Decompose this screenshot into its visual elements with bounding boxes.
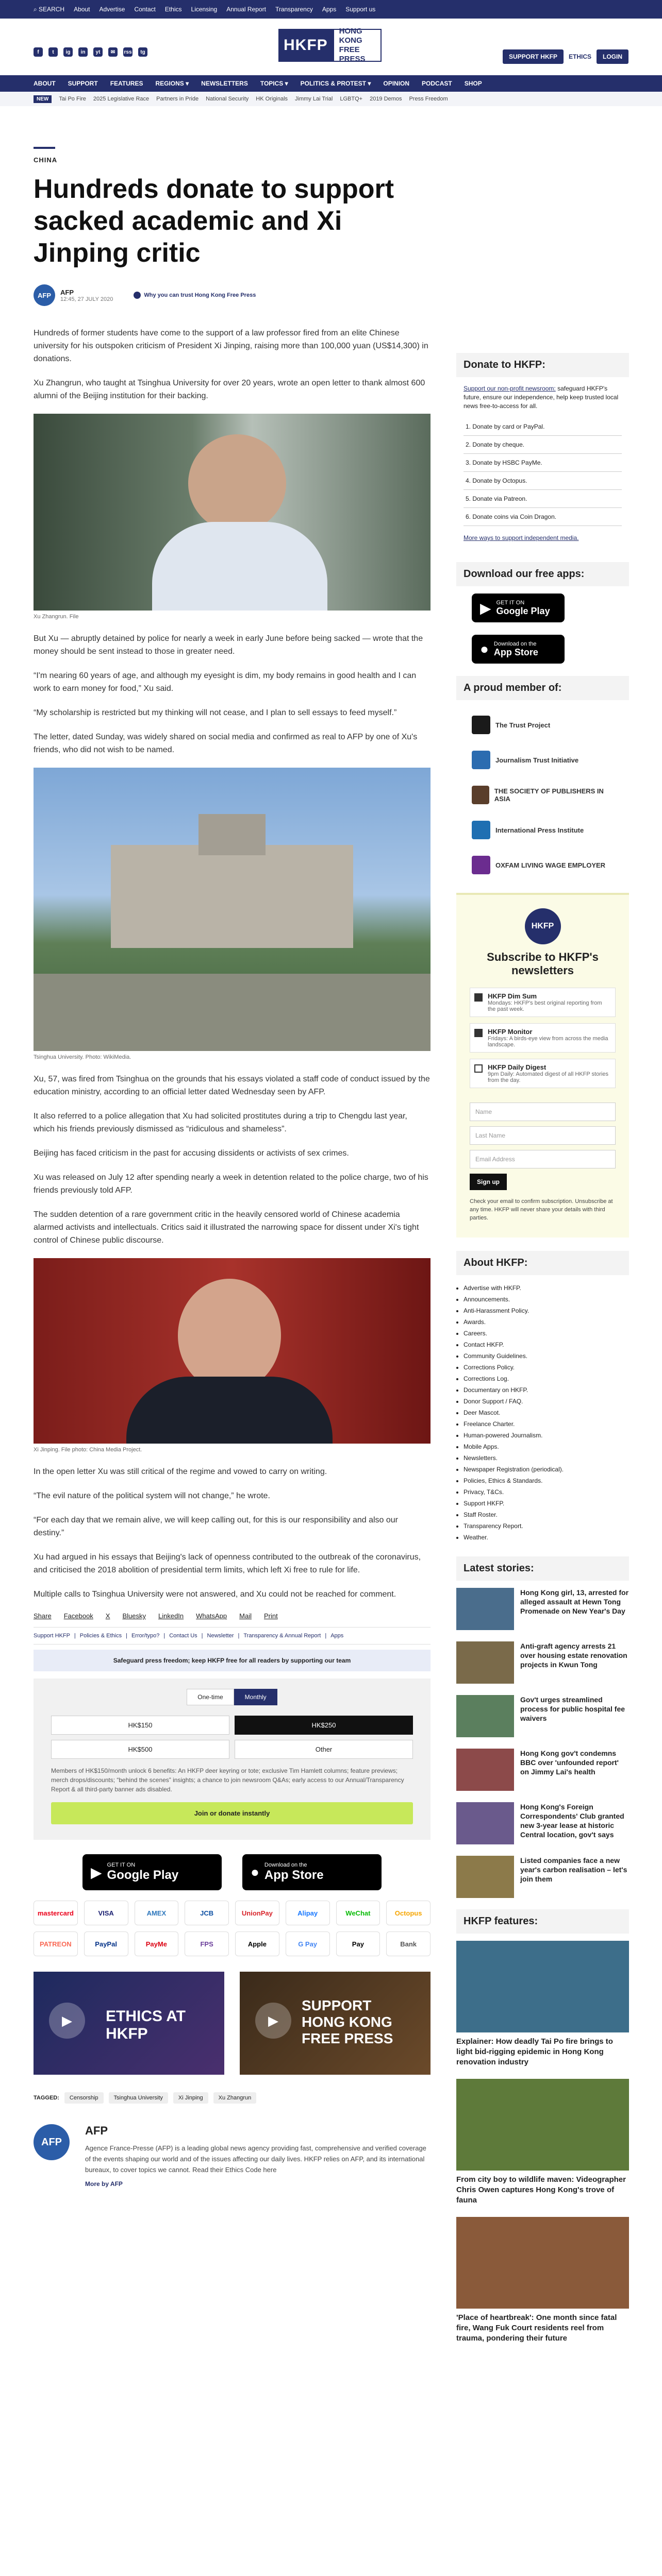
member-name: Journalism Trust Initiative	[495, 756, 579, 764]
story-title[interactable]: Anti-graft agency arrests 21 over housing estate renovation projects in Kwun Tong	[520, 1642, 627, 1669]
feature-thumbnail[interactable]	[456, 1941, 629, 2032]
sign-up-button[interactable]: Sign up	[470, 1174, 507, 1190]
topbar-link[interactable]: Advertise	[99, 6, 125, 13]
about-link[interactable]: • Freelance Charter.	[464, 1418, 629, 1430]
feature-title[interactable]: 'Place of heartbreak': One month since fatal fire, Wang Fuk Court residents reel from trauma, pondering their future	[456, 2313, 617, 2343]
story-title[interactable]: Hong Kong gov't condemns BBC over 'unfounded report' on Jimmy Lai's health	[520, 1749, 619, 1776]
more-by-author-link[interactable]: More by AFP	[85, 2180, 123, 2188]
member-name: THE SOCIETY OF PUBLISHERS IN ASIA	[494, 787, 604, 803]
story-thumbnail[interactable]	[456, 1695, 514, 1737]
member-name: International Press Institute	[495, 826, 584, 834]
social-icon[interactable]: ig	[63, 47, 73, 57]
about-link[interactable]: • Documentary on HKFP.	[464, 1384, 629, 1396]
article-title: Hundreds donate to support sacked academic and Xi Jinping critic	[34, 174, 394, 268]
features-heading: HKFP features:	[456, 1909, 629, 1934]
payment-logo: PayMe	[135, 1931, 179, 1956]
social-icons	[34, 47, 147, 57]
author-name[interactable]: AFP	[60, 288, 74, 296]
feature-thumbnail[interactable]	[456, 2079, 629, 2171]
feature-title[interactable]: Explainer: How deadly Tai Po fire brings to light bid-rigging epidemic in Hong Kong renovation industry	[456, 2037, 613, 2066]
footer-link[interactable]: Error/typo?	[131, 1633, 160, 1639]
donate-option[interactable]: 5. Donate via Patreon.	[464, 490, 622, 508]
about-link[interactable]: • Community Guidelines.	[464, 1350, 629, 1362]
share-link[interactable]: LinkedIn	[158, 1612, 184, 1620]
donation-widget	[34, 1679, 431, 1840]
nav-item[interactable]: SUPPORT	[68, 80, 98, 87]
new-badge: NEW	[34, 95, 52, 103]
social-icon[interactable]: ✉	[108, 47, 118, 57]
about-link[interactable]: • Privacy, T&Cs.	[464, 1486, 629, 1498]
member-logo[interactable]	[472, 812, 614, 848]
paragraph: Hundreds of former students have come to the support of a law professor fired from an elite Chinese university for his outspoken criticism of President Xi Jinping, raising more than 100,000 yuan (US$14,300) in donations.	[34, 329, 428, 363]
payment-logo: PayPal	[84, 1931, 128, 1956]
caption: Xu Zhangrun. File	[34, 614, 79, 620]
byline	[34, 284, 431, 306]
payment-logo: Apple	[235, 1931, 279, 1956]
nav-item[interactable]: OPINION	[383, 80, 410, 87]
paragraph: Xu, 57, was fired from Tsinghua on the grounds that his essays violated a staff code of conduct issued by the education ministry, according to an official letter dated Wednesday seen by AFP.	[34, 1075, 430, 1096]
social-icon[interactable]: in	[78, 47, 88, 57]
donate-heading: Donate to HKFP:	[456, 353, 629, 377]
figure-xu	[34, 414, 431, 620]
newsletter-desc: 9pm Daily: Automated digest of all HKFP stories from the day.	[488, 1071, 608, 1083]
latest-story[interactable]	[456, 1695, 629, 1737]
tag-link[interactable]: Tsinghua University	[109, 2092, 168, 2104]
share-link[interactable]: Print	[263, 1612, 278, 1620]
support-video[interactable]: ▶ SUPPORT HONG KONG FREE PRESS	[240, 1972, 431, 2075]
footer-link[interactable]: Transparency & Annual Report	[243, 1633, 321, 1639]
payment-logo: G Pay	[286, 1931, 330, 1956]
play-icon: ▶	[91, 1864, 102, 1880]
monthly-toggle[interactable]: Monthly	[234, 1689, 277, 1705]
story-thumbnail[interactable]	[456, 1641, 514, 1684]
about-link[interactable]: • Donor Support / FAQ.	[464, 1396, 629, 1407]
about-link[interactable]: • Corrections Policy.	[464, 1362, 629, 1373]
topbar-link[interactable]: Contact	[134, 6, 156, 13]
member-mark	[472, 751, 490, 769]
story-thumbnail[interactable]	[456, 1588, 514, 1630]
payment-methods	[34, 1901, 431, 1956]
promo-videos	[34, 1972, 431, 2075]
footer-link[interactable]: Apps	[330, 1633, 344, 1639]
google-play-badge[interactable]: ▶ GET IT ON Google Play	[82, 1854, 222, 1890]
paragraph: But Xu — abruptly detained by police for nearly a week in early June before being sacked — wrote that the money should be sent instead to those in greater need.	[34, 634, 423, 656]
last-name-input[interactable]: Last Name	[470, 1126, 616, 1145]
payment-logo: JCB	[185, 1901, 229, 1925]
newsletter-option[interactable]	[470, 1059, 616, 1088]
member-logo[interactable]	[472, 742, 614, 777]
paragraph: Xu Zhangrun, who taught at Tsinghua University for over 20 years, wrote an open letter to thank almost 600 alumni of the Beijing institution for their backing.	[34, 379, 425, 400]
donate-text: safeguard HKFP's future, ensure our independence, help keep trusted local news free-to-access for all.	[464, 385, 619, 410]
nav-item[interactable]: ABOUT	[34, 80, 56, 87]
separator: |	[325, 1633, 327, 1639]
member-logo[interactable]	[472, 848, 614, 883]
topbar-link[interactable]: Apps	[322, 6, 337, 13]
trending-link[interactable]: Tai Po Fire	[59, 96, 86, 102]
paragraph: The sudden detention of a rare government critic in the heavily censored world of Chinese academia alarmed activists and intellectuals. Critics said it illustrated the narrowing space for dissent under Xi's tight control of Chinese public discourse.	[34, 1210, 419, 1245]
member-logo[interactable]	[472, 777, 614, 812]
payment-logo: Octopus	[386, 1901, 431, 1925]
separator: |	[238, 1633, 240, 1639]
about-link[interactable]: • Policies, Ethics & Standards.	[464, 1475, 629, 1486]
payment-logo: UnionPay	[235, 1901, 279, 1925]
trending-bar	[0, 92, 662, 106]
member-mark	[472, 821, 490, 839]
topbar-link[interactable]: Support us	[345, 6, 376, 13]
amount-option[interactable]: Other	[235, 1740, 413, 1759]
site-logo[interactable]	[278, 29, 382, 62]
share-link[interactable]: Mail	[239, 1612, 252, 1620]
about-link[interactable]: • Weather.	[464, 1532, 629, 1543]
logo-line1: HONG KONG	[339, 27, 362, 45]
ethics-link[interactable]: ETHICS	[568, 53, 591, 60]
latest-story[interactable]	[456, 1641, 629, 1684]
newsletter-title: Subscribe to HKFP's newsletters	[487, 951, 599, 977]
payment-logo: Alipay	[286, 1901, 330, 1925]
topbar-link[interactable]: About	[74, 6, 90, 13]
trending-link[interactable]: 2025 Legislative Race	[93, 96, 150, 102]
payment-logo: PATREON	[34, 1931, 78, 1956]
latest-story[interactable]	[456, 1802, 629, 1844]
story-title[interactable]: Gov't urges streamlined process for public hospital fee waivers	[520, 1696, 625, 1722]
trust-icon	[134, 292, 141, 299]
play-icon: ▶	[49, 2003, 85, 2039]
more-ways-link[interactable]: More ways to support independent media.	[464, 534, 579, 541]
paragraph: In the open letter Xu was still critical of the regime and vowed to carry on writing.	[34, 1467, 327, 1476]
newsletter-name: HKFP Dim Sum	[488, 992, 537, 1000]
app-store-badge[interactable]: ● Download on the App Store	[242, 1854, 382, 1890]
feature-story[interactable]	[456, 2217, 629, 2344]
about-link[interactable]: • Staff Roster.	[464, 1509, 629, 1520]
story-title[interactable]: Hong Kong girl, 13, arrested for alleged assault at Hewn Tong Promenade on New Year's Day	[520, 1588, 629, 1615]
hkfp-icon: HKFP	[525, 908, 561, 944]
share-link[interactable]: Facebook	[63, 1612, 93, 1620]
payment-logo: Bank	[386, 1931, 431, 1956]
newsletter-desc: Mondays: HKFP's best original reporting from the past week.	[488, 1000, 602, 1012]
member-heading: A proud member of:	[456, 676, 629, 700]
photo-xu-zhangrun	[34, 414, 431, 611]
payment-logo: VISA	[84, 1901, 128, 1925]
member-mark	[472, 856, 490, 874]
newsletter-option[interactable]	[470, 988, 616, 1017]
nav-item[interactable]: POLITICS & PROTEST ▾	[300, 80, 371, 87]
trending-link[interactable]: National Security	[206, 96, 249, 102]
trending-link[interactable]: Jimmy Lai Trial	[295, 96, 333, 102]
social-icon[interactable]: rss	[123, 47, 133, 57]
story-thumbnail[interactable]	[456, 1802, 514, 1844]
story-title[interactable]: Listed companies face a new year's carbon realisation – let's join them	[520, 1856, 627, 1883]
brand-bar	[0, 19, 662, 75]
separator: |	[163, 1633, 166, 1639]
social-icon[interactable]: f	[34, 47, 43, 57]
story-thumbnail[interactable]	[456, 1749, 514, 1791]
play-icon: ▶	[480, 600, 491, 616]
first-name-input[interactable]: Name	[470, 1103, 616, 1121]
support-newsroom-link[interactable]: Support our non-profit newsroom:	[464, 385, 556, 392]
nav-item[interactable]: TOPICS ▾	[260, 80, 288, 87]
email-input[interactable]: Email Address	[470, 1150, 616, 1168]
amount-option-selected[interactable]: HK$250	[235, 1716, 413, 1735]
paragraph: Xu had argued in his essays that Beijing's lack of openness contributed to the outbreak of the coronavirus, and criticised the 2018 abolition of presidential term limits, which left Xi free to rule for life.	[34, 1553, 421, 1574]
newsletter-name: HKFP Monitor	[488, 1028, 533, 1036]
social-icon[interactable]: yt	[93, 47, 103, 57]
latest-story[interactable]	[456, 1856, 629, 1898]
app-store-badge[interactable]: ● Download on the App Store	[472, 635, 565, 664]
feature-story[interactable]	[456, 2079, 629, 2206]
separator: |	[126, 1633, 127, 1639]
trending-link[interactable]: LGBTQ+	[340, 96, 363, 102]
nav-item[interactable]: SHOP	[464, 80, 482, 87]
member-mark	[472, 786, 489, 804]
donate-option[interactable]: 2. Donate by cheque.	[464, 436, 622, 454]
main-nav	[0, 75, 662, 92]
category-label[interactable]: CHINA	[34, 156, 58, 164]
trending-link[interactable]: 2019 Demos	[370, 96, 402, 102]
footer-link[interactable]: Newsletter	[207, 1633, 234, 1639]
topbar-link[interactable]: Annual Report	[226, 6, 266, 13]
join-donate-button[interactable]: Join or donate instantly	[51, 1802, 413, 1824]
donate-option[interactable]: 4. Donate by Octopus.	[464, 472, 622, 490]
topbar-link[interactable]: Licensing	[191, 6, 218, 13]
logo-mark: HKFP	[278, 29, 333, 62]
feature-thumbnail[interactable]	[456, 2217, 629, 2309]
separator: |	[201, 1633, 203, 1639]
newsletter-name: HKFP Daily Digest	[488, 1063, 547, 1071]
author-bio: Agence France-Presse (AFP) is a leading global news agency providing fast, comprehensive and verified coverage of the events shaping our world and of the issues affecting our daily lives. HKFP relies on AFP, and its international bureaux, to cover topics we cannot. Read their Ethics Code here	[85, 2144, 426, 2174]
about-link[interactable]: • Advertise with HKFP.	[464, 1282, 629, 1294]
footer-links	[34, 1627, 431, 1645]
tag-link[interactable]: Xu Zhangrun	[213, 2092, 257, 2104]
author-box-avatar[interactable]: AFP	[34, 2124, 70, 2160]
donate-option[interactable]: 1. Donate by card or PayPal.	[464, 418, 622, 436]
about-link[interactable]: • Deer Mascot.	[464, 1407, 629, 1418]
tag-link[interactable]: Xi Jinping	[173, 2092, 208, 2104]
payment-logo: FPS	[185, 1931, 229, 1956]
trending-link[interactable]: Partners in Pride	[156, 96, 199, 102]
safeguard-banner[interactable]: Safeguard press freedom; keep HKFP free for all readers by supporting our team	[34, 1650, 431, 1671]
nav-item[interactable]: REGIONS ▾	[155, 80, 189, 87]
about-link[interactable]: • Corrections Log.	[464, 1373, 629, 1384]
app-store-badges	[34, 1854, 431, 1890]
amount-option[interactable]: HK$500	[51, 1740, 229, 1759]
about-link[interactable]: • Careers.	[464, 1328, 629, 1339]
category-bar	[34, 147, 55, 149]
share-link[interactable]: WhatsApp	[196, 1612, 227, 1620]
topbar-link[interactable]: Transparency	[275, 6, 313, 13]
feature-story[interactable]	[456, 1941, 629, 2067]
payment-logo: AMEX	[135, 1901, 179, 1925]
paragraph: The letter, dated Sunday, was widely shared on social media and confirmed as real to AFP by one of Xu's friends, who did not wish to be named.	[34, 733, 418, 754]
checkbox[interactable]	[474, 1064, 483, 1073]
latest-story[interactable]	[456, 1749, 629, 1791]
apple-icon: ●	[480, 641, 489, 657]
one-time-toggle[interactable]: One-time	[187, 1689, 234, 1705]
nav-item[interactable]: NEWSLETTERS	[201, 80, 248, 87]
share-link[interactable]: Share	[34, 1612, 52, 1620]
trending-link[interactable]: Press Freedom	[409, 96, 448, 102]
paragraph: It also referred to a police allegation that Xu had solicited prostitutes during a trip to Chengdu last year, which his friends previously dismissed as “ridiculous and shameless”.	[34, 1112, 407, 1133]
author-box-name[interactable]: AFP	[85, 2124, 108, 2137]
newsletter-desc: Fridays: A birds-eye view from across the media landscape.	[488, 1036, 608, 1048]
photo-tsinghua-university	[34, 768, 431, 1051]
checkbox[interactable]	[474, 1029, 483, 1037]
payment-logo: Pay	[336, 1931, 380, 1956]
about-link[interactable]: • Mobile Apps.	[464, 1441, 629, 1452]
share-link[interactable]: X	[105, 1612, 110, 1620]
payment-logo: WeChat	[336, 1901, 380, 1925]
donate-option[interactable]: 3. Donate by HSBC PayMe.	[464, 454, 622, 472]
figure-xi	[34, 1258, 431, 1453]
footer-link[interactable]: Policies & Ethics	[79, 1633, 122, 1639]
caption: Xi Jinping. File photo: China Media Project.	[34, 1447, 142, 1453]
about-link[interactable]: • Transparency Report.	[464, 1520, 629, 1532]
top-utility-bar	[0, 0, 662, 19]
about-link[interactable]: • Newsletters.	[464, 1452, 629, 1464]
newsletter-signup	[456, 893, 629, 1238]
about-link[interactable]: • Awards.	[464, 1316, 629, 1328]
about-heading: About HKFP:	[456, 1251, 629, 1275]
trending-link[interactable]: HK Originals	[256, 96, 288, 102]
nav-item[interactable]: PODCAST	[422, 80, 452, 87]
member-logo[interactable]	[472, 707, 614, 742]
tags-label: TAGGED:	[34, 2095, 59, 2101]
paragraph: “My scholarship is restricted but my thinking will not cease, and I plan to sell essays to feed myself.”	[34, 708, 397, 717]
latest-story[interactable]	[456, 1588, 629, 1630]
publish-date: 12:45, 27 JULY 2020	[60, 296, 113, 302]
paragraph: Multiple calls to Tsinghua University were not answered, and Xu could not be reached for comment.	[34, 1590, 396, 1599]
caption: Tsinghua University. Photo: WikiMedia.	[34, 1054, 131, 1060]
payment-logo: mastercard	[34, 1901, 78, 1925]
login-button[interactable]: LOGIN	[597, 49, 628, 64]
footer-link[interactable]: Support HKFP	[34, 1633, 70, 1639]
support-hkfp-button[interactable]: SUPPORT HKFP	[503, 49, 564, 64]
social-icon[interactable]: tg	[138, 47, 147, 57]
amount-option[interactable]: HK$150	[51, 1716, 229, 1735]
member-name: The Trust Project	[495, 721, 551, 729]
about-link[interactable]: • Newspaper Registration (periodical).	[464, 1464, 629, 1475]
figure-tsinghua	[34, 768, 431, 1060]
search-link[interactable]: ⌕ SEARCH	[34, 5, 65, 13]
apple-icon: ●	[251, 1864, 259, 1880]
member-name: OXFAM LIVING WAGE EMPLOYER	[495, 861, 606, 869]
author-avatar[interactable]: AFP	[34, 284, 55, 306]
about-link[interactable]: • Human-powered Journalism.	[464, 1430, 629, 1441]
paragraph: Xu was released on July 12 after spending nearly a week in detention related to the police charge, two of his friends previously told AFP.	[34, 1173, 428, 1195]
logo-line2: FREE PRESS	[339, 45, 366, 63]
paragraph: Beijing has faced criticism in the past for accusing dissidents or activists of sex crimes.	[34, 1149, 349, 1158]
newsletter-option[interactable]	[470, 1023, 616, 1053]
nav-item[interactable]: FEATURES	[110, 80, 143, 87]
tag-link[interactable]: Censorship	[64, 2092, 104, 2104]
story-title[interactable]: Hong Kong's Foreign Correspondents' Club granted new 3-year lease at historic Central location, gov't says	[520, 1803, 624, 1839]
paragraph: “I'm nearing 60 years of age, and although my eyesight is dim, my body remains in good health and I can work to earn money for food,” Xu said.	[34, 671, 417, 693]
apps-heading: Download our free apps:	[456, 562, 629, 586]
share-bar	[34, 1612, 431, 1620]
about-link[interactable]: • Contact HKFP.	[464, 1339, 629, 1350]
play-icon: ▶	[255, 2003, 291, 2039]
story-thumbnail[interactable]	[456, 1856, 514, 1898]
members-benefits: Members of HK$150/month unlock 6 benefits: An HKFP deer keyring or tote; exclusive Tim Hamlett columns; feature previews; merch drops/discounts; “behind the scenes” insights; a chance to join newsroom Q&As; early access to our Annual/Transparency Report & all third-party banner ads disabled.	[51, 1767, 404, 1793]
about-link[interactable]: • Announcements.	[464, 1294, 629, 1305]
member-mark	[472, 716, 490, 734]
paragraph: “The evil nature of the political system will not change,” he wrote.	[34, 1492, 270, 1500]
article	[34, 147, 431, 2188]
about-link[interactable]: • Support HKFP.	[464, 1498, 629, 1509]
footer-link[interactable]: Contact Us	[169, 1633, 197, 1639]
sidebar	[456, 353, 629, 2355]
about-link[interactable]: • Anti-Harassment Policy.	[464, 1305, 629, 1316]
latest-heading: Latest stories:	[456, 1556, 629, 1581]
newsletter-note: Check your email to confirm subscription. Unsubscribe at any time. HKFP will never share your details with third parties.	[470, 1198, 613, 1221]
trust-link[interactable]: Why you can trust Hong Kong Free Press	[134, 292, 256, 299]
google-play-badge[interactable]: ▶ GET IT ON Google Play	[472, 594, 565, 622]
topbar-link[interactable]: Ethics	[164, 6, 182, 13]
separator: |	[74, 1633, 76, 1639]
tags	[34, 2092, 431, 2104]
feature-title[interactable]: From city boy to wildlife maven: Videographer Chris Owen captures Hong Kong's trove of fauna	[456, 2175, 626, 2205]
photo-xi-jinping	[34, 1258, 431, 1444]
social-icon[interactable]: t	[48, 47, 58, 57]
donate-option[interactable]: 6. Donate coins via Coin Dragon.	[464, 508, 622, 526]
paragraph: “For each day that we remain alive, we will keep calling out, for this is our responsibility and also our destiny.”	[34, 1516, 398, 1537]
checkbox[interactable]	[474, 993, 483, 1002]
author-box	[34, 2124, 431, 2188]
share-link[interactable]: Bluesky	[122, 1612, 146, 1620]
about-list	[456, 1282, 629, 1543]
ethics-video[interactable]: ▶ ETHICS AT HKFP	[34, 1972, 224, 2075]
